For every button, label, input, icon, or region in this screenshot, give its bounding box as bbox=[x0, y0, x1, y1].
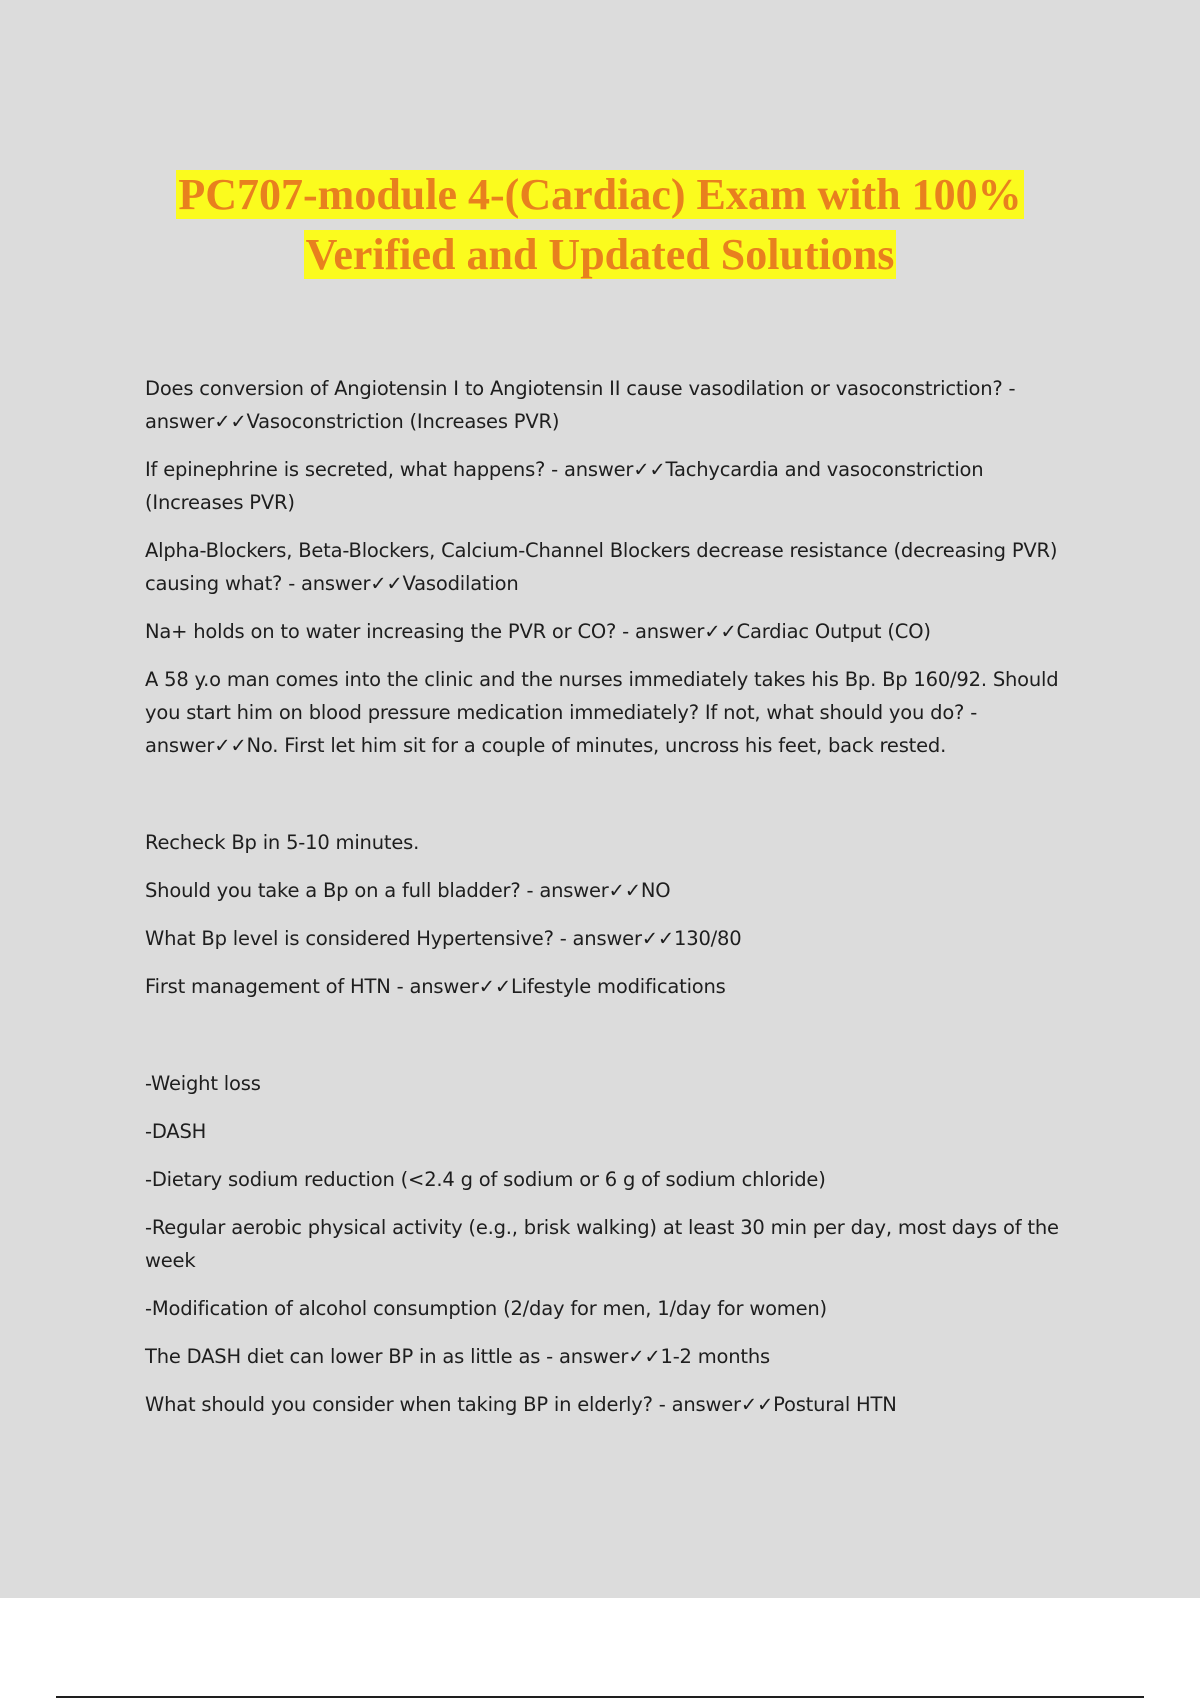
list-item: -Modification of alcohol consumption (2/day for men, 1/day for women) bbox=[145, 1297, 827, 1320]
qa-paragraph: The DASH diet can lower BP in as little as - answer✓✓1-2 months bbox=[145, 1345, 770, 1368]
list-item: -Weight loss bbox=[145, 1072, 261, 1095]
list-item: -Dietary sodium reduction (<2.4 g of sodium or 6 g of sodium chloride) bbox=[145, 1168, 826, 1191]
qa-paragraph: Alpha-Blockers, Beta-Blockers, Calcium-Channel Blockers decrease resistance (decreasing PVR) causing what? - answer✓✓Vasodilation bbox=[145, 539, 1058, 595]
qa-paragraph: Should you take a Bp on a full bladder? - answer✓✓NO bbox=[145, 879, 671, 902]
qa-paragraph: A 58 y.o man comes into the clinic and the nurses immediately takes his Bp. Bp 160/92. Should you start him on blood pressure medication immediately? If not, what should you do? - answer✓✓No. First let him sit for a couple of minutes, uncross his feet, back rested. bbox=[145, 668, 1059, 757]
qa-paragraph: First management of HTN - answer✓✓Lifestyle modifications bbox=[145, 975, 726, 998]
title-line-1: PC707-module 4-(Cardiac) Exam with 100% bbox=[178, 170, 1022, 219]
document-title bbox=[0, 165, 1200, 285]
qa-paragraph: Na+ holds on to water increasing the PVR or CO? - answer✓✓Cardiac Output (CO) bbox=[145, 620, 931, 643]
list-item: -Regular aerobic physical activity (e.g., brisk walking) at least 30 min per day, most days of the week bbox=[145, 1216, 1059, 1272]
body-paragraph: Recheck Bp in 5-10 minutes. bbox=[145, 831, 420, 854]
qa-paragraph: What should you consider when taking BP in elderly? - answer✓✓Postural HTN bbox=[145, 1393, 897, 1416]
qa-paragraph: Does conversion of Angiotensin I to Angiotensin II cause vasodilation or vasoconstriction? - answer✓✓Vasoconstriction (Increases PVR) bbox=[145, 377, 1016, 433]
qa-paragraph: If epinephrine is secreted, what happens? - answer✓✓Tachycardia and vasoconstriction (Increases PVR) bbox=[145, 458, 984, 514]
qa-paragraph: What Bp level is considered Hypertensive? - answer✓✓130/80 bbox=[145, 927, 742, 950]
title-line-2: Verified and Updated Solutions bbox=[305, 230, 895, 279]
list-item: -DASH bbox=[145, 1120, 207, 1143]
document-body bbox=[145, 372, 1085, 1436]
footer-divider bbox=[56, 1696, 1144, 1698]
